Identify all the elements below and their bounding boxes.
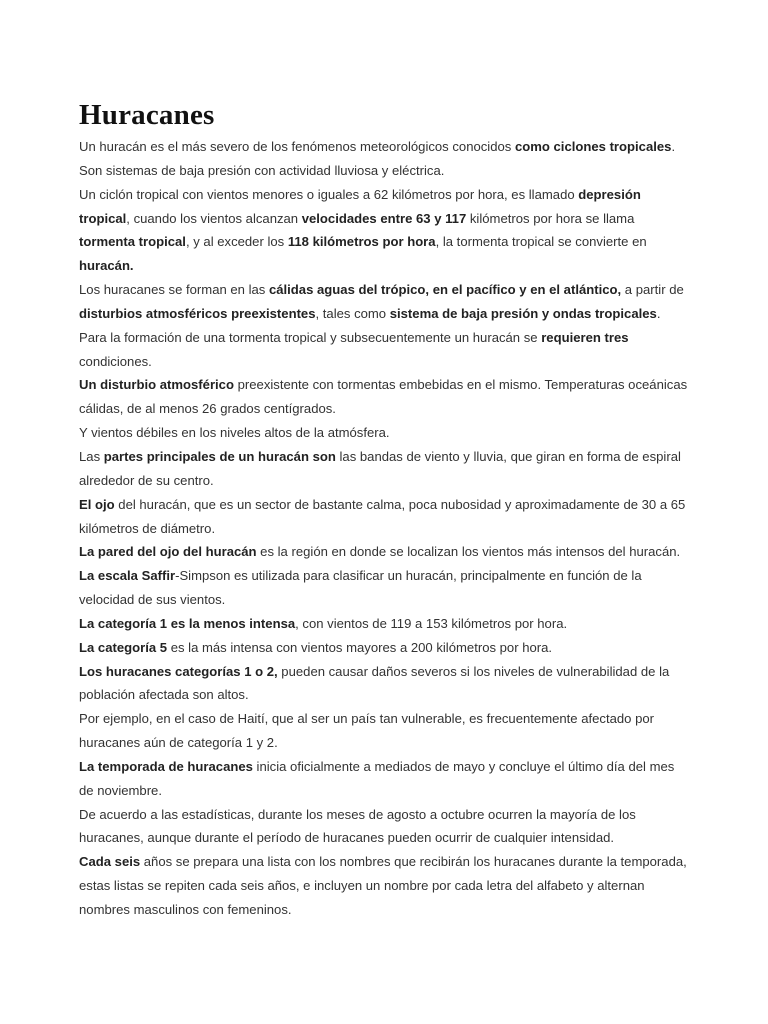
text-run: Las [79,448,104,464]
text-run: años se prepara una lista con los nombres que recibirán los huracanes durante la temporada, estas listas se repiten cada seis años, e incluyen un nombre por cada letra del alfabeto y alternan nombres masculinos con femeninos. [79,854,687,917]
bold-text-run: tormenta tropical [79,234,186,250]
text-run: Un huracán es el más severo de los fenómenos meteorológicos conocidos [79,139,515,154]
bold-text-run: Un disturbio atmosférico [79,377,234,393]
text-run: las bandas de viento y lluvia, que giran en forma de espiral alrededor de su centro. [79,448,681,488]
bold-text-run: disturbios atmosféricos preexistentes [79,305,316,321]
bold-text-run: partes principales de un huracán son [103,448,336,464]
bold-text-run: La categoría 5 [79,639,168,655]
text-run: . [671,139,676,154]
bold-text-run: Cada seis [79,854,141,870]
text-run: . [656,305,661,321]
text-run: es la región en donde se localizan los vientos más intensos del huracán. [256,544,681,560]
bold-text-run: El ojo [79,496,115,512]
bold-text-run: cálidas aguas del trópico, en el pacífico y en el atlántico, [268,282,622,298]
text-run: Para la formación de una tormenta tropical y subsecuentemente un huracán se [79,329,542,345]
paragraph [79,660,691,708]
paragraph [79,612,691,636]
text-run: , con vientos de 119 a 153 kilómetros por hora. [295,615,568,631]
bold-text-run: La escala Saffir [79,568,176,584]
bold-text-run: La pared del ojo del huracán [79,544,257,560]
text-run: es la más intensa con vientos mayores a 200 kilómetros por hora. [167,639,553,655]
paragraph [79,564,691,612]
paragraph [79,850,691,922]
paragraph [79,636,691,660]
bold-text-run: depresión tropical [79,186,641,226]
text-run: a partir de [621,282,684,298]
document-page [79,98,691,922]
text-run: Por ejemplo, en el caso de Haití, que al ser un país tan vulnerable, es frecuentemente afectado por huracanes aún de categoría 1 y 2. [79,711,655,751]
paragraph [79,373,691,421]
bold-text-run: 118 kilómetros por hora [287,234,436,250]
text-run: kilómetros por hora se llama [466,210,635,226]
text-run: -Simpson es utilizada para clasificar un huracán, principalmente en función de la velocidad de sus vientos. [79,568,642,608]
text-run: Un ciclón tropical con vientos menores o iguales a 62 kilómetros por hora, es llamado [79,186,579,202]
text-run: Los huracanes se forman en las [79,282,269,298]
text-run: preexistente con tormentas embebidas en el mismo. Temperaturas oceánicas cálidas, de al menos 26 grados centígrados. [79,377,688,417]
paragraph [79,421,691,445]
text-run: , tales como [315,305,390,321]
bold-text-run: huracán. [79,258,134,274]
bold-text-run: como ciclones tropicales [514,139,672,154]
text-run: Son sistemas de baja presión con actividad lluviosa y eléctrica. [79,162,445,178]
paragraph [79,278,691,326]
text-run: De acuerdo a las estadísticas, durante los meses de agosto a octubre ocurren la mayoría de los huracanes, aunque durante el período de huracanes pueden ocurrir de cualquier intensidad. [79,806,636,846]
bold-text-run: La temporada de huracanes [79,758,253,774]
text-run: , y al exceder los [185,234,288,250]
text-run: , la tormenta tropical se convierte en [435,234,647,250]
document-body [79,135,691,922]
bold-text-run: velocidades entre 63 y 117 [301,210,467,226]
paragraph [79,159,691,183]
paragraph [79,493,691,541]
document-title: Huracanes [79,99,215,131]
paragraph [79,755,691,803]
paragraph [79,803,691,851]
paragraph [79,326,691,374]
text-run: condiciones. [79,353,152,369]
text-run: Y vientos débiles en los niveles altos de la atmósfera. [79,425,390,441]
paragraph [79,707,691,755]
text-run: inicia oficialmente a mediados de mayo y concluye el último día del mes de noviembre. [79,758,675,798]
bold-text-run: sistema de baja presión y ondas tropicales [389,305,657,321]
bold-text-run: Los huracanes categorías 1 o 2, [79,663,278,679]
text-run: , cuando los vientos alcanzan [126,210,302,226]
paragraph [79,135,691,159]
bold-text-run: La categoría 1 es la menos intensa [79,615,296,631]
paragraph [79,445,691,493]
text-run: del huracán, que es un sector de bastante calma, poca nubosidad y aproximadamente de 30 a 65 kilómetros de diámetro. [79,496,686,536]
paragraph [79,540,691,564]
text-run: pueden causar daños severos si los niveles de vulnerabilidad de la población afectada son altos. [79,663,670,703]
bold-text-run: requieren tres [541,329,629,345]
paragraph [79,183,691,278]
